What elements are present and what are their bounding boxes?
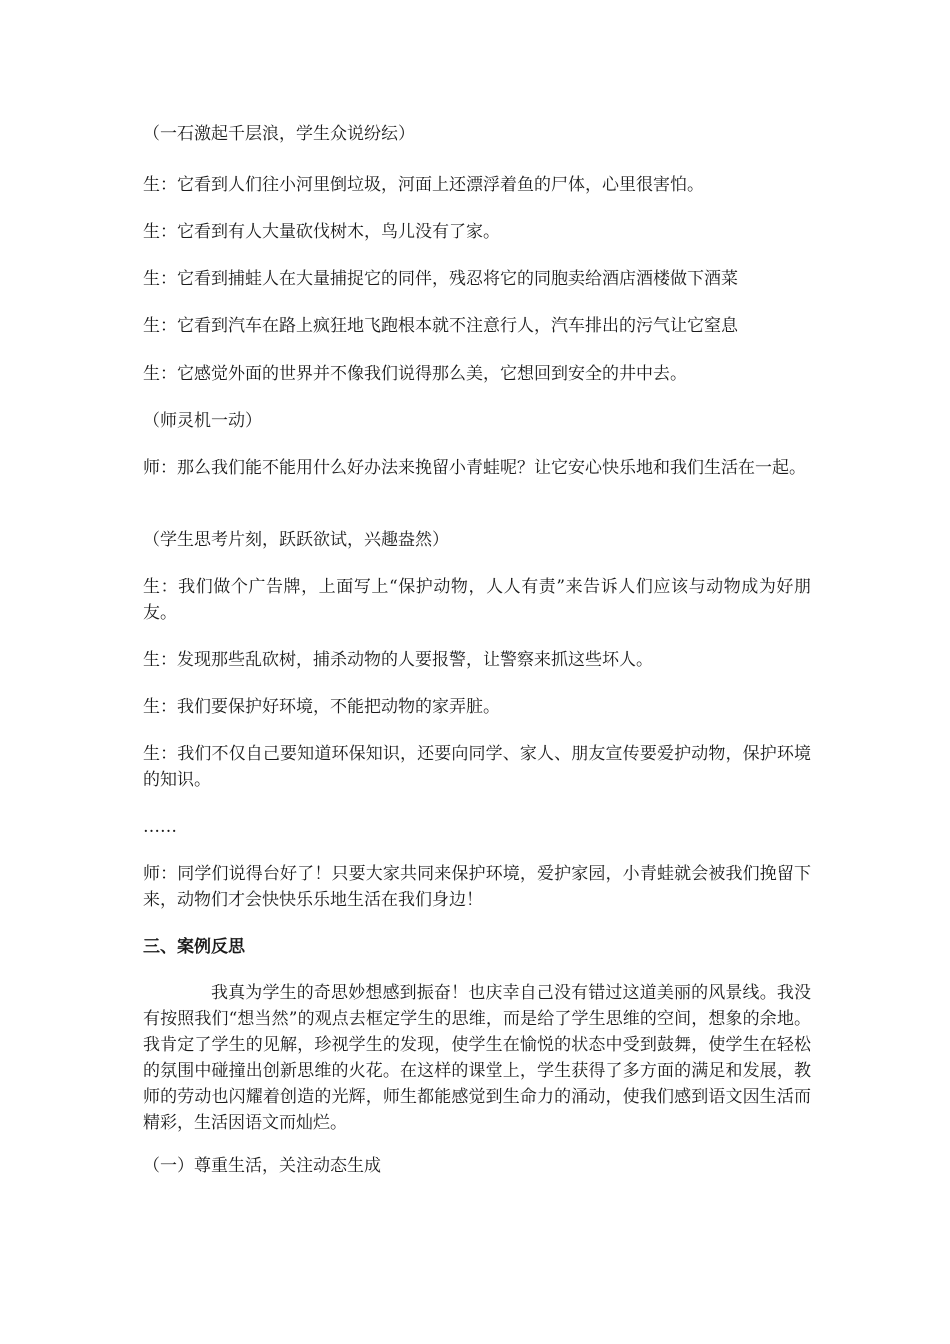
stage-note-teacher-idea: （师灵机一动） [143, 411, 262, 431]
student-line-well: 生：它感觉外面的世界并不像我们说得那么美，它想回到安全的井中去。 [143, 364, 687, 384]
subheading: （一）尊重生活，关注动态生成 [143, 1156, 381, 1176]
stage-note-discussion: （一石激起千层浪，学生众说纷纭） [143, 124, 415, 144]
student-line-report: 生：发现那些乱砍树，捕杀动物的人要报警，让警察来抓这些坏人。 [143, 650, 653, 670]
student-line-billboard: 生：我们做个广告牌，上面写上“保护动物，人人有责”来告诉人们应该与动物成为好朋友。 [143, 577, 811, 623]
reflection-paragraph: 我真为学生的奇思妙想感到振奋！也庆幸自己没有错过这道美丽的风景线。我没有按照我们“想当然”的观点去框定学生的思维，而是给了学生思维的空间，想象的余地。我肯定了学生的见解，珍视学生的发现，使学生在愉悦的状态中受到鼓舞，使学生在轻松的氛围中碰撞出创新思维的火花。在这样的课堂上，学生获得了多方面的满足和发展，教师的劳动也闪耀着创造的光辉，师生都能感觉到生命力的涌动，使我们感到语文因生活而精彩，生活因语文而灿烂。 [143, 983, 811, 1133]
teacher-summary: 师：同学们说得台好了！只要大家共同来保护环境，爱护家园，小青蛙就会被我们挽留下来，动物们才会快快乐乐地生活在我们身边！ [143, 864, 811, 910]
ellipsis: …… [143, 817, 177, 837]
student-line-protect: 生：我们要保护好环境，不能把动物的家弄脏。 [143, 697, 500, 717]
student-line-trees: 生：它看到有人大量砍伐树木，鸟儿没有了家。 [143, 222, 500, 242]
student-line-river: 生：它看到人们往小河里倒垃圾，河面上还漂浮着鱼的尸体，心里很害怕。 [143, 175, 704, 195]
teacher-question: 师：那么我们能不能用什么好办法来挽留小青蛙呢？让它安心快乐地和我们生活在一起。 [143, 458, 806, 478]
student-line-cars: 生：它看到汽车在路上疯狂地飞跑根本就不注意行人，汽车排出的污气让它窒息 [143, 316, 738, 336]
student-line-frog-catchers: 生：它看到捕蛙人在大量捕捉它的同伴，残忍将它的同胞卖给酒店酒楼做下酒菜 [143, 269, 738, 289]
student-line-spread-knowledge: 生：我们不仅自己要知道环保知识，还要向同学、家人、朋友宣传要爱护动物，保护环境的知识。 [143, 744, 811, 790]
document-page [143, 0, 811, 1344]
stage-note-students-think: （学生思考片刻，跃跃欲试，兴趣盎然） [143, 530, 449, 550]
section-heading: 三、案例反思 [143, 937, 245, 957]
